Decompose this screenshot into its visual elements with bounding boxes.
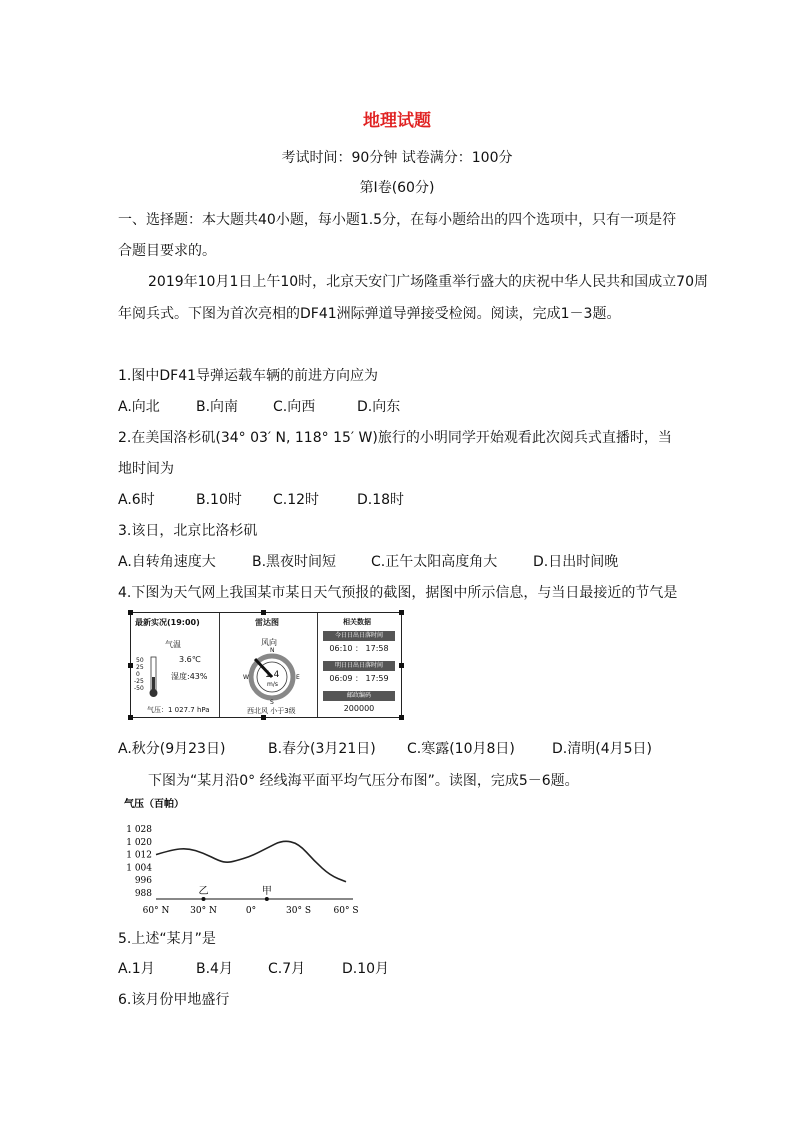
question-3-stem: 3.该日，北京比洛杉矶	[118, 523, 258, 539]
x-tick-label: 30° N	[190, 906, 217, 916]
wind-description: 西北风 小于3级	[247, 707, 296, 715]
pressure-series-line	[156, 841, 346, 881]
question-5-stem: 5.上述“某月”是	[118, 931, 216, 947]
passage1-line-1: 2019年10月1日上午10时，北京天安门广场隆重举行盛大的庆祝中华人民共和国成立70周	[148, 274, 708, 290]
part-title: 第Ⅰ卷(60分)	[359, 180, 435, 196]
page-title: 地理试题	[363, 111, 431, 131]
q3-option-a[interactable]: A.自转角速度大	[118, 554, 216, 570]
weather-forecast-figure	[130, 612, 402, 718]
compass-s: S	[270, 699, 274, 706]
thermo-scale-0: 0	[136, 671, 140, 678]
q1-option-d[interactable]: D.向东	[357, 399, 401, 415]
x-tick-label: 60° S	[333, 906, 358, 916]
compass-w: W	[243, 674, 249, 681]
q2-option-d[interactable]: D.18时	[357, 492, 405, 508]
divider	[219, 613, 220, 717]
q5-option-b[interactable]: B.4月	[196, 961, 233, 977]
thermo-scale-50: 50	[136, 657, 144, 664]
corner-handle	[399, 610, 404, 615]
question-2-stem-line-1: 2.在美国洛杉矶(34° 03′ N, 118° 15′ W)旅行的小明同学开始观看此次阅兵式直播时，当	[118, 430, 672, 446]
location-point-label: 甲	[261, 886, 272, 897]
humidity: 湿度:43%	[171, 672, 208, 681]
q1-option-a[interactable]: A.向北	[118, 399, 160, 415]
thermo-scale-25: 25	[136, 664, 144, 671]
passage1-line-2: 年阅兵式。下图为首次亮相的DF41洲际弹道导弹接受检阅。阅读，完成1－3题。	[118, 306, 621, 322]
q5-option-d[interactable]: D.10月	[342, 961, 390, 977]
section-intro-line-2: 合题目要求的。	[118, 243, 216, 259]
q5-option-c[interactable]: C.7月	[268, 961, 306, 977]
q4-option-d[interactable]: D.清明(4月5日)	[552, 741, 652, 757]
q3-option-c[interactable]: C.正午太阳高度角大	[371, 554, 498, 570]
thermo-scale-minus25: -25	[134, 678, 144, 685]
q3-option-b[interactable]: B.黑夜时间短	[252, 554, 337, 570]
location-point-marker	[265, 897, 269, 901]
radar-label: 雷达图	[255, 618, 279, 627]
tomorrow-label: 明日日出日落时间	[323, 661, 395, 671]
x-tick-label: 0°	[245, 906, 257, 916]
pressure-reading: 气压：1 027.7 hPa	[147, 706, 210, 714]
compass-e: E	[296, 674, 300, 681]
wind-label: 风向	[261, 638, 277, 647]
tomorrow-times: 06:09 ： 17:59	[329, 674, 389, 683]
y-axis-title: 气压（百帕）	[124, 799, 184, 810]
location-point-label: 乙	[198, 886, 209, 897]
q1-option-c[interactable]: C.向西	[273, 399, 316, 415]
y-tick-label: 1 028	[126, 825, 152, 835]
corner-handle	[128, 663, 133, 668]
postcode-label: 邮政编码	[323, 691, 395, 701]
passage2: 下图为“某月沿0° 经线海平面平均气压分布图”。读图，完成5－6题。	[148, 773, 579, 789]
q2-option-a[interactable]: A.6时	[118, 492, 155, 508]
y-tick-label: 1 012	[126, 850, 152, 861]
compass-n: N	[270, 647, 275, 654]
today-times: 06:10 ： 17:58	[329, 644, 389, 653]
related-label: 相关数据	[343, 618, 371, 626]
q5-option-a[interactable]: A.1月	[118, 961, 155, 977]
thermo-scale-minus50: -50	[134, 685, 144, 692]
question-4-stem: 4.下图为天气网上我国某市某日天气预报的截图，据图中所示信息，与当日最接近的节气是	[118, 585, 678, 601]
postcode-value: 200000	[343, 704, 375, 713]
x-tick-label: 30° S	[286, 906, 311, 916]
q4-option-a[interactable]: A.秋分(9月23日)	[118, 741, 226, 757]
corner-handle	[128, 715, 133, 720]
corner-handle	[399, 715, 404, 720]
exam-info: 考试时间：90分钟 试卷满分：100分	[281, 150, 513, 166]
question-6-stem: 6.该月份甲地盛行	[118, 992, 230, 1008]
section-intro-line-1: 一、选择题：本大题共40小题，每小题1.5分，在每小题给出的四个选项中，只有一项是符	[118, 212, 677, 228]
y-tick-label: 1 020	[126, 837, 152, 848]
q2-option-b[interactable]: B.10时	[196, 492, 242, 508]
temp-label: 气温	[165, 640, 181, 649]
question-1-stem: 1.图中DF41导弹运载车辆的前进方向应为	[118, 368, 379, 384]
corner-handle	[399, 663, 404, 668]
today-label: 今日日出日落时间	[323, 631, 395, 641]
temp-value: 3.6℃	[179, 655, 201, 664]
pressure-distribution-chart	[118, 793, 358, 918]
divider	[317, 613, 318, 717]
x-tick-label: 60° N	[142, 906, 170, 916]
corner-handle	[128, 610, 133, 615]
q1-option-b[interactable]: B.向南	[196, 399, 239, 415]
q4-option-b[interactable]: B.春分(3月21日)	[268, 741, 376, 757]
corner-handle	[261, 610, 266, 615]
question-2-stem-line-2: 地时间为	[118, 461, 174, 477]
wind-unit: m/s	[267, 681, 278, 688]
q2-option-c[interactable]: C.12时	[273, 492, 320, 508]
y-tick-label: 988	[134, 889, 152, 899]
q4-option-c[interactable]: C.寒露(10月8日)	[407, 741, 515, 757]
y-tick-label: 1 004	[126, 863, 152, 874]
y-tick-label: 996	[134, 876, 152, 887]
q3-option-d[interactable]: D.日出时间晚	[533, 554, 619, 570]
location-point-marker	[202, 897, 206, 901]
wind-speed: 1.4	[265, 670, 280, 680]
latest-label: 最新实况(19:00)	[135, 618, 200, 627]
